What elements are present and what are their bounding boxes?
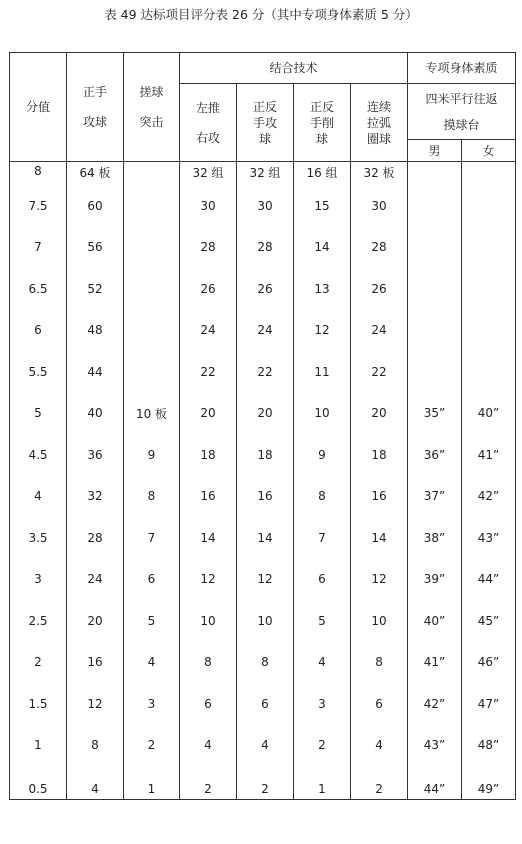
table-row — [10, 766, 516, 800]
header-fb-attack: 正反 手攻 球 — [237, 84, 294, 162]
table-cell: 44 — [67, 351, 124, 393]
table-cell: 6 — [180, 683, 237, 725]
table-row — [10, 310, 516, 352]
table-cell: 56 — [67, 227, 124, 269]
table-cell: 40” — [462, 393, 516, 435]
table-cell: 2 — [294, 725, 351, 767]
table-cell: 16 组 — [294, 162, 351, 186]
table-cell — [124, 268, 180, 310]
table-cell: 38” — [408, 517, 462, 559]
header-fb-chop: 正反 手削 球 — [294, 84, 351, 162]
table-cell: 48” — [462, 725, 516, 767]
table-cell — [462, 310, 516, 352]
table-cell: 39” — [408, 559, 462, 601]
table-cell: 4 — [180, 725, 237, 767]
table-cell: 40” — [408, 600, 462, 642]
table-cell: 10 — [180, 600, 237, 642]
table-cell: 32 板 — [351, 162, 408, 186]
table-cell: 15 — [294, 185, 351, 227]
table-cell — [462, 268, 516, 310]
table-cell: 37” — [408, 476, 462, 518]
table-cell: 24 — [67, 559, 124, 601]
table-row — [10, 162, 516, 186]
table-cell: 28 — [180, 227, 237, 269]
table-cell: 2.5 — [10, 600, 67, 642]
table-body — [10, 162, 516, 800]
table-cell: 22 — [351, 351, 408, 393]
table-cell: 46” — [462, 642, 516, 684]
table-cell: 4 — [67, 766, 124, 800]
table-cell — [462, 351, 516, 393]
table-cell: 8 — [351, 642, 408, 684]
table-cell: 28 — [237, 227, 294, 269]
table-caption: 表 49 达标项目评分表 26 分（其中专项身体素质 5 分） — [104, 7, 418, 22]
table-cell: 36” — [408, 434, 462, 476]
table-row — [10, 642, 516, 684]
table-cell — [124, 185, 180, 227]
table-cell — [124, 310, 180, 352]
table-cell: 12 — [67, 683, 124, 725]
table-cell: 8 — [237, 642, 294, 684]
header-shuttle-run: 四米平行往返 摸球台 — [408, 84, 516, 140]
table-cell: 2 — [124, 725, 180, 767]
table-cell: 20 — [67, 600, 124, 642]
table-cell: 1 — [294, 766, 351, 800]
table-cell: 0.5 — [10, 766, 67, 800]
table-cell: 26 — [180, 268, 237, 310]
table-row — [10, 517, 516, 559]
table-cell: 8 — [67, 725, 124, 767]
table-cell: 5 — [294, 600, 351, 642]
table-cell: 24 — [180, 310, 237, 352]
table-cell: 12 — [180, 559, 237, 601]
table-cell: 6 — [10, 310, 67, 352]
table-cell: 64 板 — [67, 162, 124, 186]
table-cell: 48 — [67, 310, 124, 352]
table-cell: 7 — [124, 517, 180, 559]
table-cell: 3 — [10, 559, 67, 601]
table-cell: 12 — [294, 310, 351, 352]
table-cell: 7 — [294, 517, 351, 559]
table-row — [10, 227, 516, 269]
table-cell: 2 — [10, 642, 67, 684]
table-cell: 16 — [180, 476, 237, 518]
table-cell: 8 — [124, 476, 180, 518]
table-cell: 9 — [294, 434, 351, 476]
table-cell: 16 — [351, 476, 408, 518]
table-cell: 35” — [408, 393, 462, 435]
table-header — [10, 53, 516, 162]
table-cell: 30 — [351, 185, 408, 227]
table-cell: 2 — [180, 766, 237, 800]
table-cell: 42” — [408, 683, 462, 725]
table-cell — [408, 268, 462, 310]
table-cell: 4.5 — [10, 434, 67, 476]
table-row — [10, 351, 516, 393]
table-cell: 40 — [67, 393, 124, 435]
table-cell: 13 — [294, 268, 351, 310]
table-cell: 7 — [10, 227, 67, 269]
table-cell: 6 — [124, 559, 180, 601]
table-cell: 4 — [294, 642, 351, 684]
table-cell: 22 — [237, 351, 294, 393]
table-cell: 26 — [237, 268, 294, 310]
header-combined-technique: 结合技术 — [180, 53, 408, 84]
header-left-push-right-attack: 左推 右攻 — [180, 84, 237, 162]
table-cell: 41” — [408, 642, 462, 684]
table-cell: 5 — [10, 393, 67, 435]
table-cell: 32 — [67, 476, 124, 518]
header-score: 分值 — [10, 53, 67, 162]
table-cell: 8 — [10, 162, 67, 186]
table-cell: 10 — [237, 600, 294, 642]
table-cell: 11 — [294, 351, 351, 393]
table-row — [10, 185, 516, 227]
table-cell: 3.5 — [10, 517, 67, 559]
header-loop-drive: 连续 拉弧 圈球 — [351, 84, 408, 162]
table-cell: 10 — [351, 600, 408, 642]
table-cell: 24 — [351, 310, 408, 352]
table-cell: 14 — [180, 517, 237, 559]
table-cell: 3 — [294, 683, 351, 725]
table-cell: 22 — [180, 351, 237, 393]
table-row — [10, 600, 516, 642]
table-cell: 10 板 — [124, 393, 180, 435]
table-row — [10, 268, 516, 310]
table-cell: 44” — [462, 559, 516, 601]
table-cell: 20 — [351, 393, 408, 435]
table-cell — [124, 162, 180, 186]
table-cell — [408, 227, 462, 269]
table-row — [10, 683, 516, 725]
table-cell: 36 — [67, 434, 124, 476]
table-row — [10, 476, 516, 518]
table-cell: 14 — [351, 517, 408, 559]
table-cell — [124, 227, 180, 269]
table-cell: 52 — [67, 268, 124, 310]
table-row — [10, 434, 516, 476]
table-cell: 18 — [180, 434, 237, 476]
table-cell: 30 — [237, 185, 294, 227]
table-cell: 16 — [67, 642, 124, 684]
header-female: 女 — [462, 140, 516, 162]
table-row — [10, 725, 516, 767]
table-cell: 32 组 — [237, 162, 294, 186]
table-cell: 6.5 — [10, 268, 67, 310]
table-cell: 1.5 — [10, 683, 67, 725]
table-cell: 28 — [67, 517, 124, 559]
table-row — [10, 393, 516, 435]
table-cell: 47” — [462, 683, 516, 725]
table-cell: 5.5 — [10, 351, 67, 393]
table-cell: 12 — [351, 559, 408, 601]
table-cell: 10 — [294, 393, 351, 435]
table-cell: 41” — [462, 434, 516, 476]
table-cell — [408, 310, 462, 352]
table-cell: 20 — [180, 393, 237, 435]
table-cell: 3 — [124, 683, 180, 725]
table-cell — [408, 185, 462, 227]
table-cell: 6 — [294, 559, 351, 601]
table-cell: 6 — [351, 683, 408, 725]
table-cell: 5 — [124, 600, 180, 642]
table-cell — [124, 351, 180, 393]
table-cell: 24 — [237, 310, 294, 352]
header-chop-attack: 搓球 突击 — [124, 53, 180, 162]
table-cell: 32 组 — [180, 162, 237, 186]
table-cell — [408, 162, 462, 186]
table-cell: 49” — [462, 766, 516, 800]
table-cell: 9 — [124, 434, 180, 476]
table-row — [10, 559, 516, 601]
table-cell: 18 — [351, 434, 408, 476]
table-cell: 20 — [237, 393, 294, 435]
table-cell — [462, 162, 516, 186]
table-cell: 14 — [237, 517, 294, 559]
table-cell: 12 — [237, 559, 294, 601]
table-cell: 45” — [462, 600, 516, 642]
table-cell: 8 — [294, 476, 351, 518]
table-cell: 1 — [10, 725, 67, 767]
table-cell: 43” — [408, 725, 462, 767]
table-cell: 6 — [237, 683, 294, 725]
header-forehand: 正手 攻球 — [67, 53, 124, 162]
table-cell: 4 — [351, 725, 408, 767]
table-cell: 42” — [462, 476, 516, 518]
table-cell: 1 — [124, 766, 180, 800]
scoring-table — [9, 52, 516, 800]
table-cell: 60 — [67, 185, 124, 227]
table-cell: 14 — [294, 227, 351, 269]
table-cell: 18 — [237, 434, 294, 476]
table-cell: 16 — [237, 476, 294, 518]
table-cell — [462, 227, 516, 269]
table-cell: 4 — [10, 476, 67, 518]
table-cell: 2 — [351, 766, 408, 800]
header-special-fitness: 专项身体素质 — [408, 53, 516, 84]
table-cell: 30 — [180, 185, 237, 227]
table-cell: 4 — [124, 642, 180, 684]
table-cell: 7.5 — [10, 185, 67, 227]
table-cell: 44” — [408, 766, 462, 800]
table-cell — [462, 185, 516, 227]
table-cell: 43” — [462, 517, 516, 559]
table-cell: 4 — [237, 725, 294, 767]
table-cell: 8 — [180, 642, 237, 684]
table-cell: 26 — [351, 268, 408, 310]
table-cell: 2 — [237, 766, 294, 800]
table-cell: 28 — [351, 227, 408, 269]
table-cell — [408, 351, 462, 393]
header-male: 男 — [408, 140, 462, 162]
